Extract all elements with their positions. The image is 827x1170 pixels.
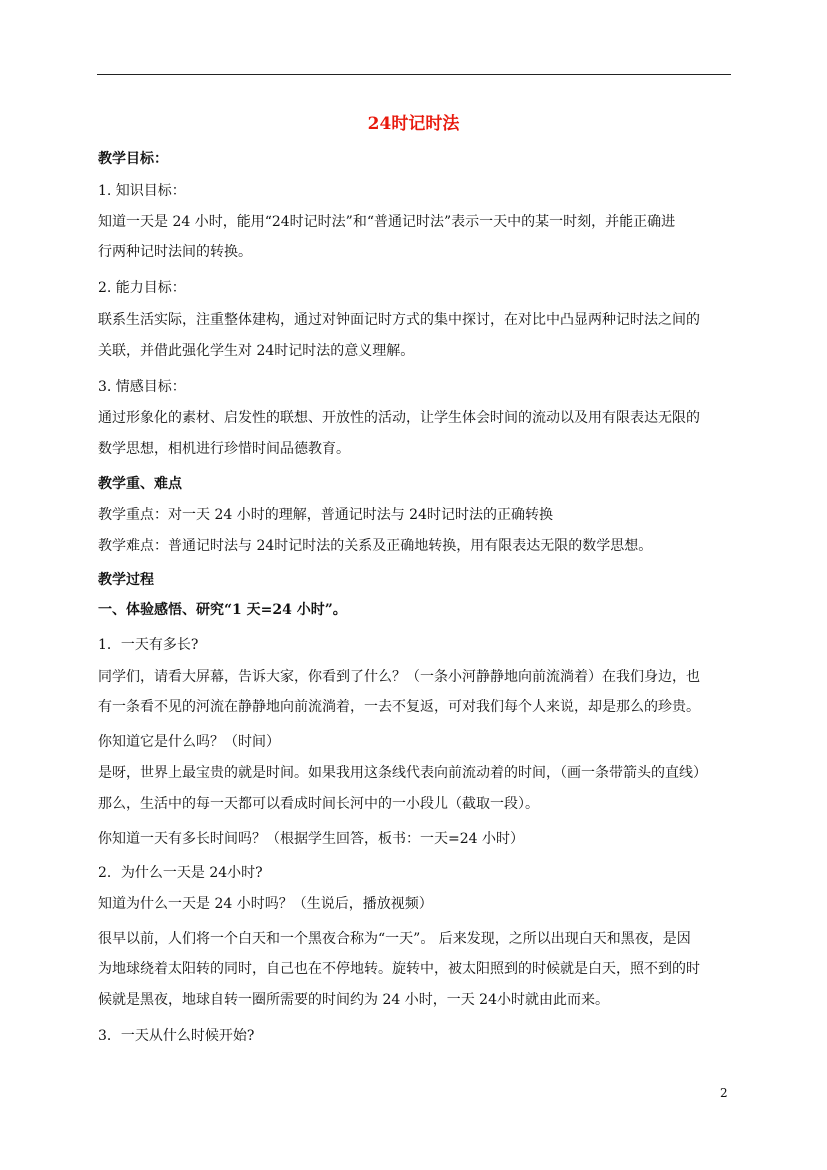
text-line: 那么，生活中的每一天都可以看成时间长河中的一小段儿（截取一段）。 — [98, 796, 539, 812]
text-line: 1. 知识目标： — [98, 183, 186, 199]
text-line: 关联，并借此强化学生对 24时记时法的意义理解。 — [98, 343, 415, 359]
section-heading: 教学目标： — [98, 151, 168, 167]
section-heading: 教学过程 — [98, 572, 154, 588]
section-heading: 教学重、难点 — [98, 476, 182, 492]
text-line: 2．为什么一天是 24小时? — [98, 865, 263, 881]
text-line: 你知道一天有多长时间吗？（根据学生回答，板书：一天=24 小时） — [98, 831, 524, 847]
text-line: 知道为什么一天是 24 小时吗？（生说后，播放视频） — [98, 896, 433, 912]
page-number: 2 — [720, 1086, 728, 1100]
text-line: 为地球绕着太阳转的同时，自己也在不停地转。旋转中，被太阳照到的时候就是白天，照不到的时 — [98, 961, 700, 977]
header-rule — [97, 74, 731, 75]
text-line: 数学思想，相机进行珍惜时间品德教育。 — [98, 441, 350, 457]
text-line: 3．一天从什么时候开始? — [98, 1028, 255, 1044]
document-title: 24时记时法 — [367, 114, 460, 134]
text-line: 很早以前，人们将一个白天和一个黑夜合称为“一天”。 后来发现，之所以出现白天和黑夜，是因 — [98, 931, 691, 947]
text-line: 教学难点：普通记时法与 24时记时法的关系及正确地转换，用有限表达无限的数学思想。 — [98, 538, 653, 554]
text-line: 3. 情感目标： — [98, 379, 186, 395]
text-line: 1．一天有多长? — [98, 637, 199, 653]
text-line: 行两种记时法间的转换。 — [98, 244, 252, 260]
text-line: 联系生活实际，注重整体建构，通过对钟面记时方式的集中探讨，在对比中凸显两种记时法之间的 — [98, 312, 700, 328]
text-line: 有一条看不见的河流在静静地向前流淌着，一去不复返，可对我们每个人来说，却是那么的珍贵。 — [98, 699, 700, 715]
text-line: 同学们，请看大屏幕，告诉大家，你看到了什么？（一条小河静静地向前流淌着）在我们身边，也 — [98, 669, 700, 685]
text-line: 你知道它是什么吗？（时间） — [98, 734, 280, 750]
text-line: 通过形象化的素材、启发性的联想、开放性的活动，让学生体会时间的流动以及用有限表达无限的 — [98, 410, 700, 426]
text-line: 知道一天是 24 小时，能用“24时记时法”和“普通记时法”表示一天中的某一时刻，并能正确进 — [98, 214, 676, 230]
text-line: 教学重点：对一天 24 小时的理解，普通记时法与 24时记时法的正确转换 — [98, 507, 553, 523]
text-line: 是呀，世界上最宝贵的就是时间。如果我用这条线代表向前流动着的时间，（画一条带箭头的直线） — [98, 765, 707, 781]
text-line: 候就是黑夜，地球自转一圈所需要的时间约为 24 小时，一天 24小时就由此而来。 — [98, 992, 609, 1008]
text-line: 2. 能力目标： — [98, 280, 186, 296]
section-heading: 一、体验感悟、研究“1 天=24 小时”。 — [98, 602, 347, 618]
